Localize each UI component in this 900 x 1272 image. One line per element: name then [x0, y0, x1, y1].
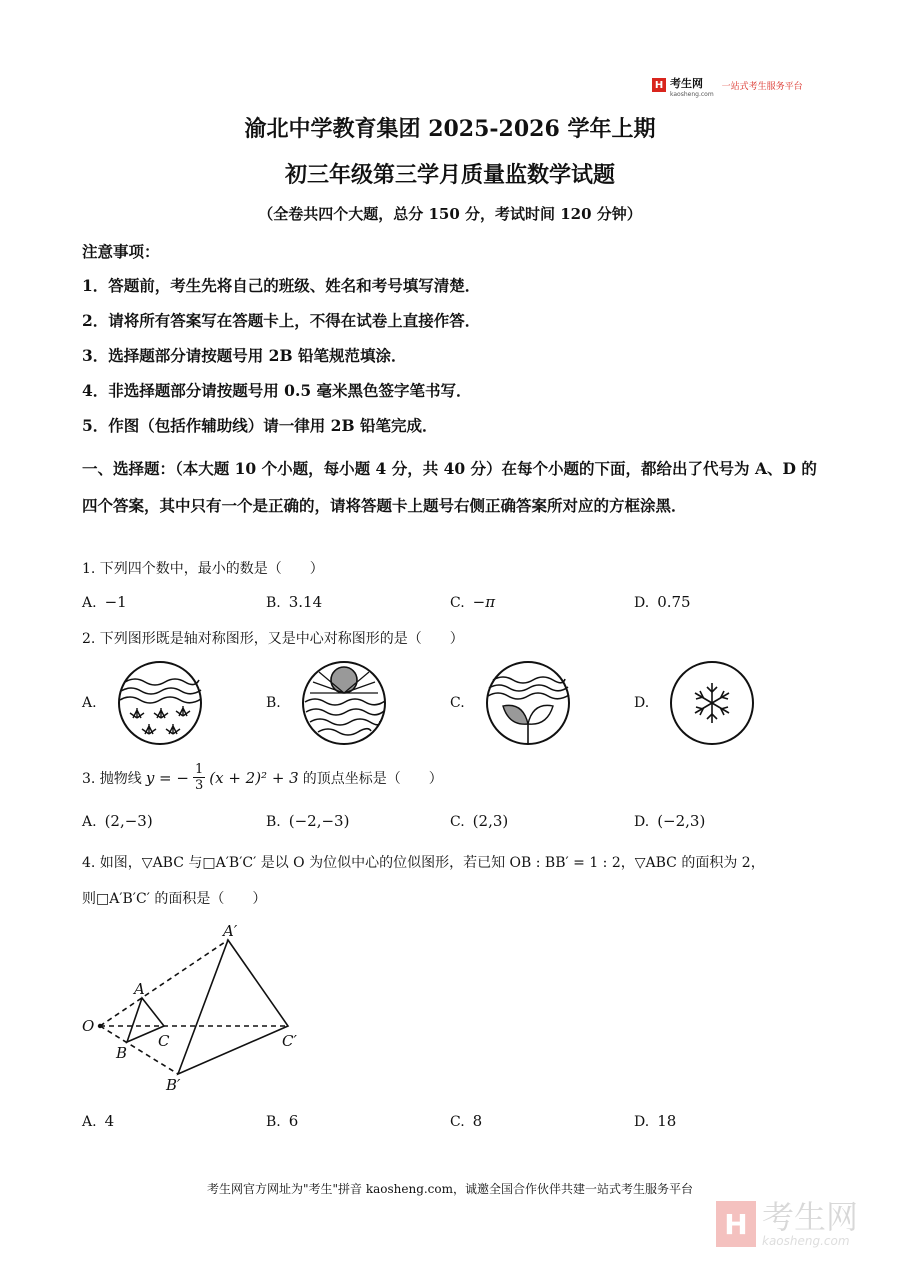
watermark-mark-icon: H: [716, 1201, 756, 1247]
q3-option-c: C. (2,3): [450, 812, 509, 830]
q2-option-c: C.: [450, 660, 573, 746]
waves-plants-figure-icon: [115, 660, 205, 746]
q1-option-d: D. 0.75: [634, 593, 691, 611]
brand-slogan: 一站式考生服务平台: [721, 81, 803, 92]
homothety-figure: [78, 918, 318, 1098]
exam-info: （全卷共四个大题，总分 150 分，考试时间 120 分钟）: [258, 205, 642, 223]
notice-item: 4．非选择题部分请按题号用 0.5 毫米黑色签字笔书写．: [82, 381, 472, 400]
point-c-label: C: [158, 1032, 170, 1050]
waves-leaves-figure-icon: [483, 660, 573, 746]
page-title-line2: 初三年级第三学月质量监数学试题: [284, 162, 615, 188]
q3-option-a: A. (2,−3): [82, 812, 153, 830]
point-o-label: O: [82, 1017, 95, 1035]
q4-option-a: A. 4: [82, 1112, 115, 1130]
q1-option-b: B. 3.14: [266, 593, 323, 611]
q2-option-b: B.: [266, 660, 389, 746]
section-heading: 一、选择题：（本大题 10 个小题，每小题 4 分，共 40 分）在每个小题的下面，都给出了代号为 A、D 的四个答案，其中只有一个是正确的，请将答题卡上题号右侧正确答案所对应的方框涂黑．: [82, 459, 817, 515]
q2-option-d: D.: [634, 660, 757, 746]
notice-item: 3．选择题部分请按题号用 2B 铅笔规范填涂．: [82, 346, 407, 365]
question-3-stem: 3. 抛物线 y = − $\frac{1}{3}$ (x + 2)² + 3 的顶点坐标是（ ）: [82, 762, 443, 793]
watermark-name: 考生网: [762, 1198, 859, 1236]
fraction-numerator: 1: [194, 762, 204, 777]
page-footer: 考生网官方网址为"考生"拼音 kaosheng.com，诚邀全国合作伙伴共建一站式考生服务平台: [206, 1182, 694, 1196]
q2-option-a: A.: [82, 660, 205, 746]
brand-name: 考生网: [670, 77, 703, 90]
notice-item: 5．作图（包括作辅助线）请一律用 2B 铅笔完成．: [82, 416, 438, 435]
point-b-prime-label: B′: [166, 1076, 181, 1094]
q1-option-c: C. −π: [450, 593, 496, 611]
question-4-stem-line1: 4. 如图，▽ABC 与□A′B′C′ 是以 O 为位似中心的位似图形，若已知 OB : BB′ = 1 : 2，▽ABC 的面积为 2，: [82, 855, 765, 871]
q4-option-d: D. 18: [634, 1112, 677, 1130]
question-4-stem-line2: 则□A′B′C′ 的面积是（ ）: [82, 891, 267, 907]
sun-waves-figure-icon: [299, 660, 389, 746]
q1-option-a: A. −1: [82, 593, 127, 611]
q4-option-b: B. 6: [266, 1112, 299, 1130]
point-b-label: B: [116, 1044, 128, 1062]
q3-option-b: B. (−2,−3): [266, 812, 350, 830]
notice-item: 1．答题前，考生先将自己的班级、姓名和考号填写清楚．: [82, 276, 481, 295]
point-a-prime-label: A′: [223, 922, 238, 940]
q3-option-d: D. (−2,3): [634, 812, 706, 830]
snowflake-figure-icon: [667, 660, 757, 746]
brand-mark-icon: H: [652, 78, 666, 92]
q4-option-c: C. 8: [450, 1112, 483, 1130]
question-2-stem: 2. 下列图形既是轴对称图形，又是中心对称图形的是（ ）: [82, 631, 464, 647]
watermark-domain: kaosheng.com: [762, 1234, 850, 1248]
question-1-stem: 1. 下列四个数中，最小的数是（ ）: [82, 561, 324, 577]
point-c-prime-label: C′: [282, 1032, 297, 1050]
watermark: [716, 1200, 858, 1248]
page-title-line1: 渝北中学教育集团 2025-2026 学年上期: [244, 116, 656, 142]
brand-domain: kaosheng.com: [670, 91, 714, 98]
notice-item: 2．请将所有答案写在答题卡上，不得在试卷上直接作答．: [82, 311, 481, 330]
notice-title: 注意事项：: [82, 242, 160, 261]
fraction-denominator: 3: [194, 778, 204, 793]
brand-logo: [652, 72, 803, 98]
point-a-label: A: [134, 980, 145, 998]
